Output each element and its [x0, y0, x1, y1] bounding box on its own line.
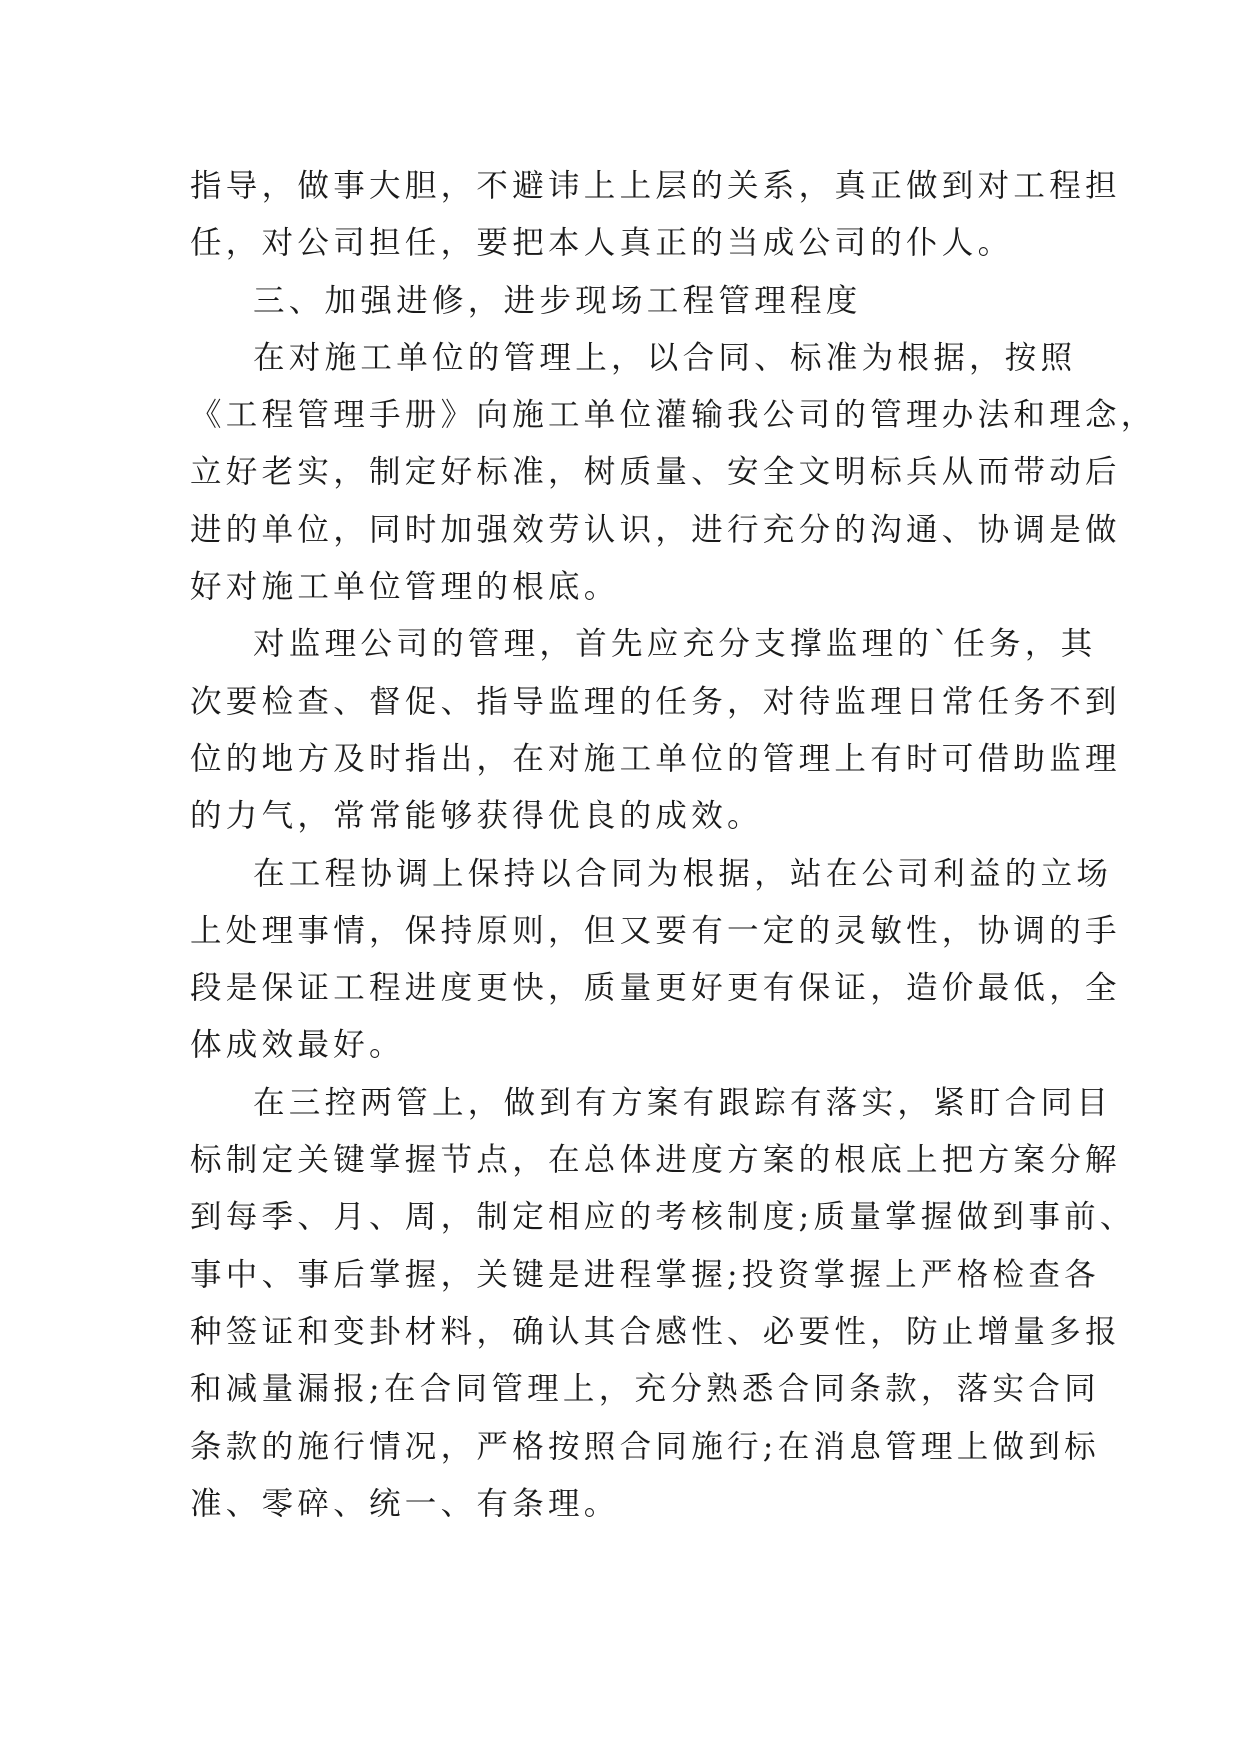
- text-line: 准、零碎、统一、有条理。: [190, 1485, 620, 1522]
- text-line: 在对施工单位的管理上，以合同、标准为根据，按照: [253, 339, 1077, 376]
- text-line: 在三控两管上，做到有方案有跟踪有落实，紧盯合同目: [253, 1084, 1113, 1121]
- text-line: 和减量漏报;在合同管理上，充分熟悉合同条款，落实合同: [190, 1371, 1100, 1408]
- text-line: 条款的施行情况，严格按照合同施行;在消息管理上做到标: [190, 1428, 1100, 1465]
- text-line: 事中、事后掌握，关键是进程掌握;投资掌握上严格检查各: [190, 1256, 1100, 1293]
- text-line: 段是保证工程进度更快，质量更好更有保证，造价最低，全: [190, 970, 1121, 1007]
- text-line: 进的单位，同时加强效劳认识，进行充分的沟通、协调是做: [190, 511, 1121, 548]
- text-line: 体成效最好。: [190, 1027, 405, 1064]
- document-body: [190, 158, 1157, 1533]
- text-line: 《工程管理手册》向施工单位灌输我公司的管理办法和理念，: [190, 397, 1157, 434]
- text-line: 位的地方及时指出，在对施工单位的管理上有时可借助监理: [190, 740, 1121, 777]
- text-line: 的力气，常常能够获得优良的成效。: [190, 798, 763, 835]
- text-line: 标制定关键掌握节点，在总体进度方案的根底上把方案分解: [190, 1142, 1121, 1179]
- text-line: 三、加强进修，进步现场工程管理程度: [253, 282, 862, 319]
- text-line: 次要检查、督促、指导监理的任务，对待监理日常任务不到: [190, 683, 1121, 720]
- text-line: 上处理事情，保持原则，但又要有一定的灵敏性，协调的手: [190, 912, 1121, 949]
- text-line: 好对施工单位管理的根底。: [190, 569, 620, 606]
- text-line: 指导，做事大胆，不避讳上上层的关系，真正做到对工程担: [190, 168, 1121, 204]
- text-line: 对监理公司的管理，首先应充分支撑监理的`任务，其: [253, 626, 1097, 663]
- text-line: 立好老实，制定好标准，树质量、安全文明标兵从而带动后: [190, 454, 1121, 491]
- text-line: 种签证和变卦材料，确认其合感性、必要性，防止增量多报: [190, 1313, 1121, 1350]
- text-line: 任，对公司担任，要把本人真正的当成公司的仆人。: [190, 225, 1014, 262]
- text-line: 到每季、月、周，制定相应的考核制度;质量掌握做到事前、: [190, 1199, 1136, 1236]
- text-line: 在工程协调上保持以合同为根据，站在公司利益的立场: [253, 855, 1113, 892]
